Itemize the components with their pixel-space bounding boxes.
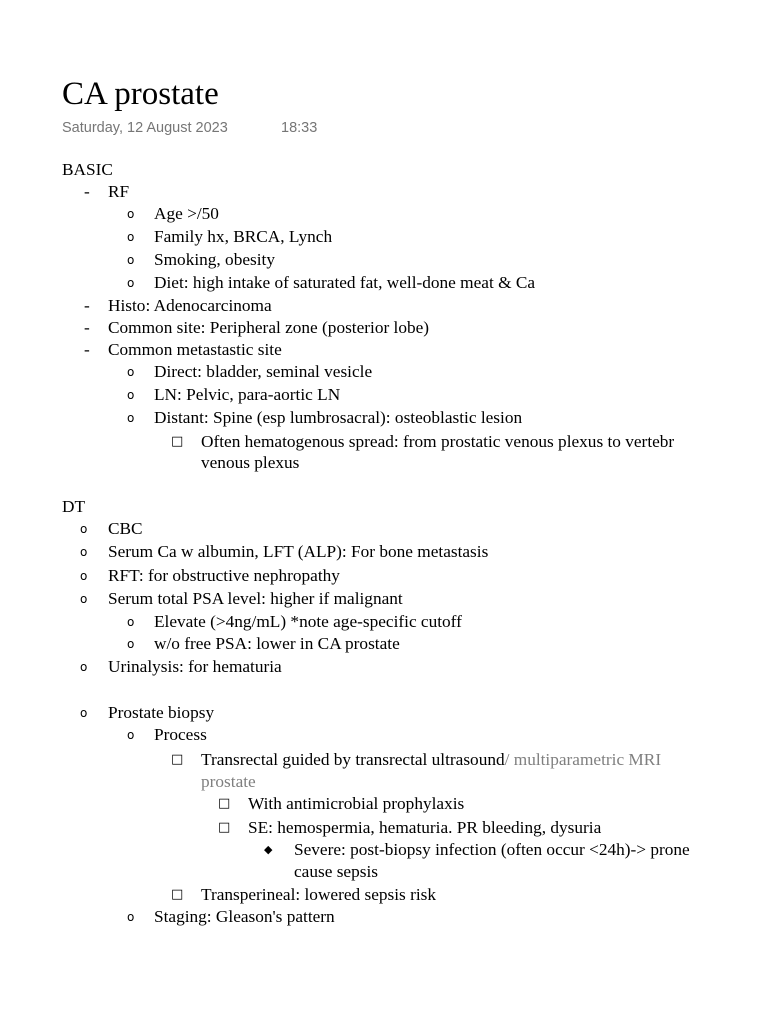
list-item-smoking: Smoking, obesity [154, 250, 275, 269]
dash-bullet: - [84, 182, 90, 201]
page-date: Saturday, 12 August 2023 [62, 120, 228, 136]
list-item-direct: Direct: bladder, seminal vesicle [154, 362, 373, 381]
circle-bullet: o [80, 569, 88, 583]
circle-bullet: o [80, 706, 88, 720]
list-item-common-site: Common site: Peripheral zone (posterior lobe) [108, 318, 430, 337]
section-heading-dt: DT [62, 497, 86, 516]
list-item-distant: Distant: Spine (esp lumbrosacral): osteoblastic lesion [154, 408, 523, 427]
circle-bullet: o [127, 253, 135, 267]
list-item-cbc: CBC [108, 519, 143, 538]
circle-bullet: o [127, 411, 135, 425]
circle-bullet: o [80, 545, 88, 559]
list-item-psa-free: w/o free PSA: lower in CA prostate [154, 634, 400, 653]
list-item-staging: Staging: Gleason's pattern [154, 907, 335, 926]
mri-text: / multiparametric MRI [504, 750, 662, 769]
list-item-diet: Diet: high intake of saturated fat, well-done meat & Ca [154, 273, 536, 292]
diamond-bullet: ◆ [264, 843, 273, 856]
square-bullet: □ [171, 887, 184, 902]
list-item-urinalysis: Urinalysis: for hematuria [108, 657, 282, 676]
list-item-process: Process [154, 725, 207, 744]
list-item-antimicrobial: With antimicrobial prophylaxis [248, 794, 465, 813]
list-item-age: Age >/50 [154, 204, 219, 223]
dash-bullet: - [84, 296, 90, 315]
circle-bullet: o [127, 615, 135, 629]
transrectal-text: Transrectal guided by transrectal ultrasound [201, 750, 505, 769]
circle-bullet: o [127, 910, 135, 924]
square-bullet: □ [171, 434, 184, 449]
list-item-family: Family hx, BRCA, Lynch [154, 227, 333, 246]
circle-bullet: o [127, 230, 135, 244]
list-item-severe-line2: cause sepsis [294, 862, 378, 881]
dash-bullet: - [84, 340, 90, 359]
list-item-rf: RF [108, 182, 130, 201]
circle-bullet: o [127, 365, 135, 379]
list-item-transperineal: Transperineal: lowered sepsis risk [201, 885, 437, 904]
list-item-psa-elevate: Elevate (>4ng/mL) *note age-specific cutoff [154, 612, 462, 631]
circle-bullet: o [80, 522, 88, 536]
square-bullet: □ [218, 820, 231, 835]
square-bullet: □ [171, 752, 184, 767]
circle-bullet: o [127, 276, 135, 290]
list-item-transrectal [201, 749, 661, 771]
list-item-transrectal-line2: prostate [201, 772, 256, 791]
circle-bullet: o [80, 660, 88, 674]
dash-bullet: - [84, 318, 90, 337]
list-item-spread-line1: Often hematogenous spread: from prostatic venous plexus to vertebr [201, 432, 675, 451]
list-item-ln: LN: Pelvic, para-aortic LN [154, 385, 341, 404]
circle-bullet: o [127, 728, 135, 742]
page-time: 18:33 [281, 120, 318, 136]
square-bullet: □ [218, 796, 231, 811]
list-item-severe-line1: Severe: post-biopsy infection (often occur <24h)-> prone [294, 840, 690, 859]
section-heading-basic: BASIC [62, 160, 113, 179]
circle-bullet: o [127, 388, 135, 402]
list-item-metastatic-site: Common metastastic site [108, 340, 282, 359]
list-item-spread-line2: venous plexus [201, 453, 300, 472]
circle-bullet: o [127, 637, 135, 651]
list-item-histo: Histo: Adenocarcinoma [108, 296, 272, 315]
list-item-biopsy: Prostate biopsy [108, 703, 215, 722]
circle-bullet: o [80, 592, 88, 606]
list-item-se: SE: hemospermia, hematuria. PR bleeding, dysuria [248, 818, 602, 837]
list-item-serum-ca: Serum Ca w albumin, LFT (ALP): For bone metastasis [108, 542, 489, 561]
page-title: CA prostate [62, 76, 219, 112]
list-item-psa: Serum total PSA level: higher if malignant [108, 589, 403, 608]
list-item-rft: RFT: for obstructive nephropathy [108, 566, 340, 585]
circle-bullet: o [127, 207, 135, 221]
